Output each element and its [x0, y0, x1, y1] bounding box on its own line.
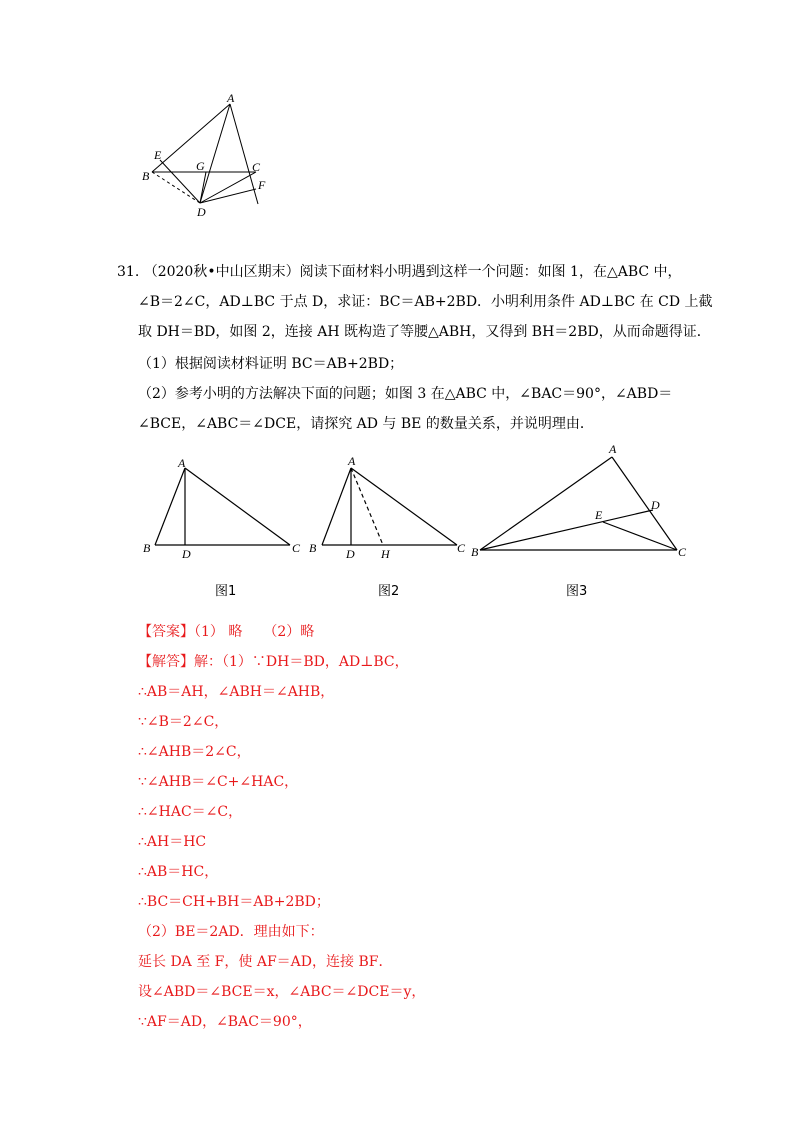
answer-line-1: 【答案】（1） 略 （2）略	[138, 624, 315, 640]
answer-line-11: （2）BE＝2AD．理由如下：	[138, 924, 324, 940]
fig3-label-D: D	[651, 498, 660, 512]
fig2-label-A: A	[348, 455, 356, 468]
problem-line-3: 取 DH＝BD，如图 2，连接 AH 既构造了等腰△ABH，又得到 BH＝2BD，从而命题得证．	[138, 324, 711, 340]
answer-line-6: ∵∠AHB＝∠C+∠HAC，	[138, 774, 299, 790]
label-B: B	[142, 169, 150, 183]
figure-2-caption: 图2	[378, 584, 400, 599]
answer-line-13: 设∠ABD＝∠BCE＝x，∠ABC＝∠DCE＝y，	[138, 984, 426, 1000]
figure-1-caption: 图1	[215, 584, 237, 599]
fig1-label-D: D	[182, 547, 191, 561]
fig1-label-B: B	[143, 541, 151, 555]
fig1-label-A: A	[178, 456, 186, 470]
fig3-label-C: C	[678, 545, 687, 559]
fig3-label-A: A	[609, 442, 617, 456]
answer-line-5: ∴∠AHB＝2∠C，	[138, 744, 251, 760]
fig2-label-D: D	[346, 547, 355, 561]
fig3-label-E: E	[595, 508, 603, 522]
answer-line-9: ∴AB＝HC，	[138, 864, 219, 880]
problem-line-2: ∠B＝2∠C，AD⊥BC 于点 D，求证：BC＝AB+2BD．小明利用条件 AD⊥BC 在 CD 上截	[138, 294, 713, 310]
figure-3	[465, 440, 700, 565]
problem-line-5: （2）参考小明的方法解决下面的问题；如图 3 在△ABC 中，∠BAC＝90°，∠ABD＝	[138, 386, 673, 402]
answer-line-2: 【解答】解：（1）∵DH＝BD，AD⊥BC，	[138, 654, 409, 670]
answer-line-3: ∴AB＝AH，∠ABH＝∠AHB，	[138, 684, 335, 700]
label-F: F	[258, 178, 266, 192]
top-geometry-figure	[130, 90, 280, 220]
figure-3-caption: 图3	[566, 584, 588, 599]
label-G: G	[196, 159, 205, 173]
answer-line-7: ∴∠HAC＝∠C，	[138, 804, 243, 820]
fig3-label-B: B	[471, 545, 479, 559]
answer-line-4: ∵∠B＝2∠C，	[138, 714, 229, 730]
fig1-label-C: C	[292, 541, 301, 555]
fig2-label-H: H	[381, 547, 390, 561]
figure-1	[140, 455, 310, 565]
fig2-label-B: B	[309, 541, 317, 555]
figure-2	[305, 455, 475, 565]
label-C: C	[252, 160, 261, 174]
problem-line-1: 31. （2020秋•中山区期末）阅读下面材料小明遇到这样一个问题：如图 1，在△ABC 中，	[117, 264, 682, 280]
label-E: E	[154, 148, 162, 162]
problem-line-4: （1）根据阅读材料证明 BC＝AB+2BD；	[138, 356, 404, 372]
answer-line-14: ∵AF＝AD，∠BAC＝90°，	[138, 1014, 312, 1030]
label-D: D	[197, 205, 206, 219]
fig2-label-C: C	[457, 541, 466, 555]
answer-line-10: ∴BC＝CH+BH＝AB+2BD；	[138, 894, 330, 910]
label-A: A	[227, 91, 235, 105]
problem-line-6: ∠BCE，∠ABC＝∠DCE，请探究 AD 与 BE 的数量关系，并说明理由．	[138, 416, 594, 432]
answer-line-8: ∴AH＝HC	[138, 834, 207, 850]
answer-line-12: 延长 DA 至 F，使 AF＝AD，连接 BF．	[138, 954, 393, 970]
